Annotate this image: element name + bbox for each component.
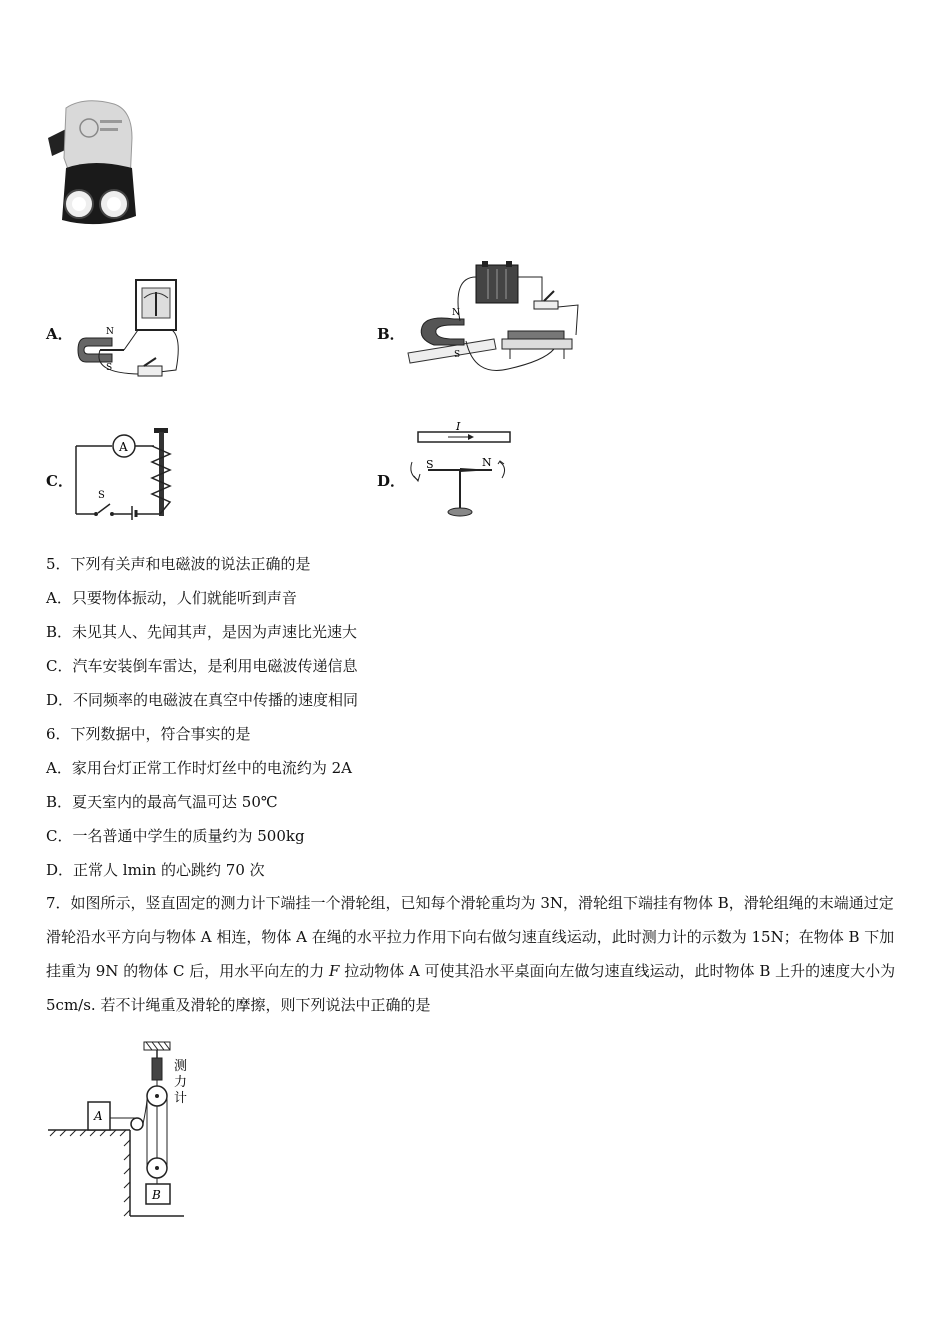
fig-c-switch: S [98, 490, 105, 501]
fig-a-s: S [106, 363, 113, 373]
option-c-label: C． [46, 472, 73, 490]
meter-char-2: 力 [174, 1075, 188, 1090]
meter-char-3: 计 [174, 1091, 188, 1106]
q7-text-1: 7．如图所示，竖直固定的测力计下端挂一个滑轮组，已知每个滑轮重均为 3N，滑轮组下端挂有物体 B，滑轮组绳的末端通过定滑轮沿水平方向与物体 A 相连，物体 A 在绳的水平拉力作用下向右做匀速直线运动，此时测力计的示数为 15N；在物体 B 下加挂重为 9N 的物体 C 后，用水平向左的力 [46, 894, 895, 980]
q6-option-b: B．夏天室内的最高气温可达 50℃ [46, 793, 278, 811]
option-b-label: B． [377, 325, 405, 343]
q7-text-2: 拉动物体 A 可使其沿水平桌面向左做匀速直线运动，此时物体 B 上升的速度大小为 5cm/s. 若不计绳重及滑轮的摩擦，则下列说法中正确的是 [46, 962, 896, 1014]
fig-b-n: N [452, 308, 460, 318]
fig-d-n: N [482, 456, 492, 469]
q6-option-d: D．正常人 lmin 的心跳约 70 次 [46, 861, 265, 879]
fig-d-current: I [456, 420, 461, 433]
fig-c-ammeter: A [119, 440, 128, 454]
block-a-label: A [94, 1109, 103, 1123]
q7-force-symbol: F [329, 962, 340, 980]
q6-option-a: A．家用台灯正常工作时灯丝中的电流约为 2A [46, 759, 352, 777]
fig-a-n: N [106, 327, 114, 337]
q5-option-b: B．未见其人、先闻其声，是因为声速比光速大 [46, 623, 358, 641]
option-d-label: D． [377, 472, 406, 490]
q5-option-a: A．只要物体振动，人们就能听到声音 [46, 589, 297, 607]
q5-option-c: C．汽车安装倒车雷达，是利用电磁波传递信息 [46, 657, 358, 675]
q5-option-d: D．不同频率的电磁波在真空中传播的速度相同 [46, 691, 359, 709]
q6-option-c: C．一名普通中学生的质量约为 500kg [46, 827, 305, 845]
meter-char-1: 测 [174, 1059, 188, 1074]
q7-stem [46, 886, 908, 1022]
fig-d-s: S [426, 458, 434, 471]
figure-a-galvanometer [72, 278, 184, 382]
figure-d-oersted [404, 418, 514, 520]
flashlight-image [44, 98, 142, 236]
q6-stem: 6．下列数据中，符合事实的是 [46, 725, 251, 743]
figure-b-motor [404, 257, 584, 382]
figure-c-electromagnet [72, 424, 180, 520]
fig-b-s: S [454, 350, 461, 360]
option-a-label: A． [46, 325, 73, 343]
pulley-figure [46, 1040, 216, 1222]
q5-stem: 5．下列有关声和电磁波的说法正确的是 [46, 555, 311, 573]
block-b-label: B [152, 1188, 161, 1202]
